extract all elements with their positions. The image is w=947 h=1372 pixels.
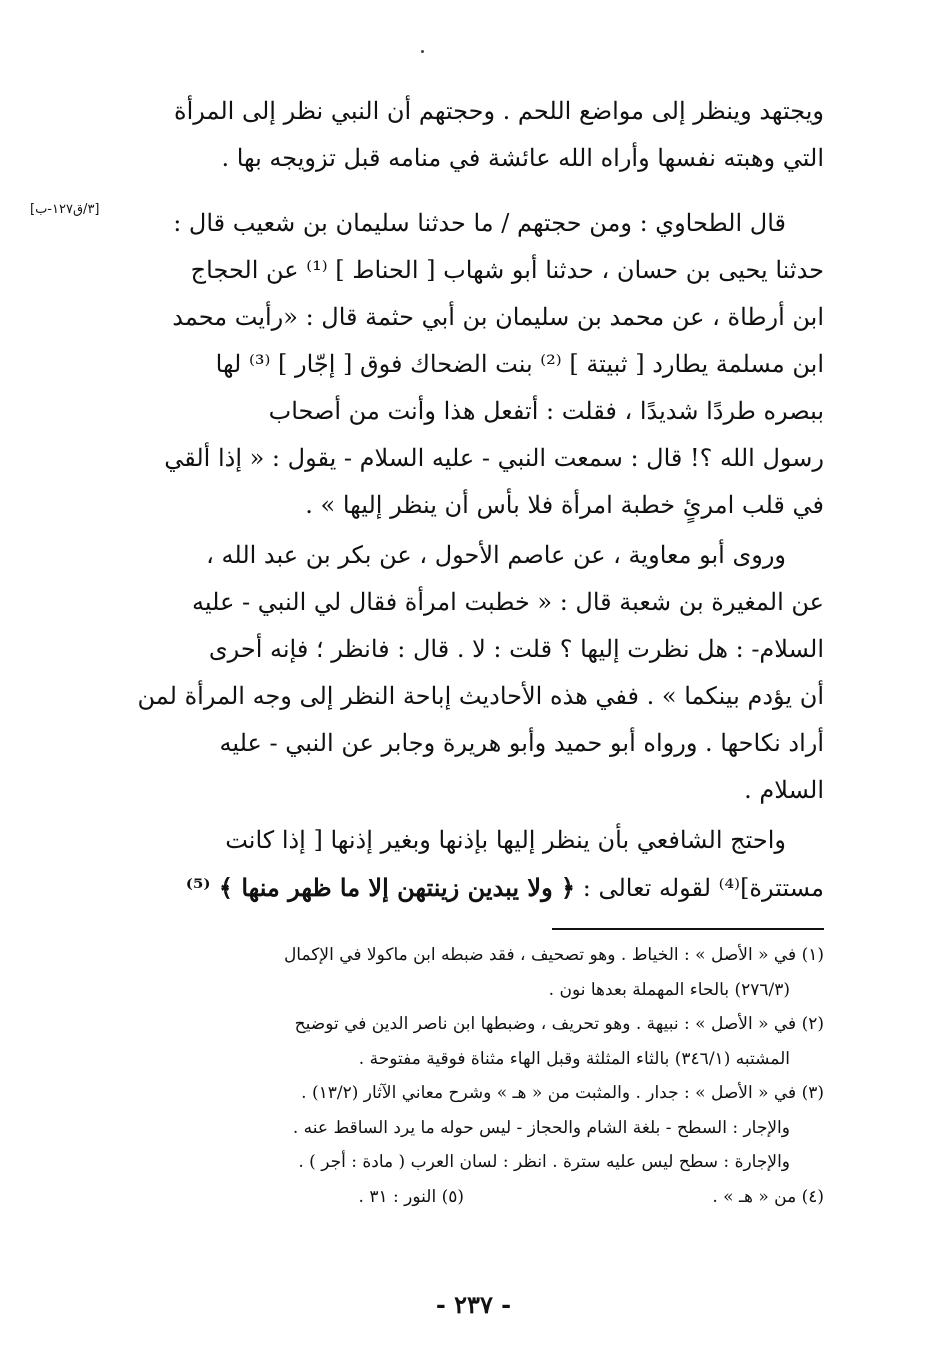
text-line xyxy=(134,864,824,912)
footnote-1: (١) في « الأصل » : الخياط . وهو تصحيف ، فقد ضبطه ابن ماكولا في الإكمال xyxy=(283,945,824,965)
footnotes xyxy=(134,938,824,1214)
footnote-1-continued: (٢٧٦/٣) بالحاء المهملة بعدها نون . xyxy=(548,979,790,1000)
scan-speck xyxy=(421,50,424,53)
quran-quote: ﴿ ولا يبدين زينتهن إلا ما ظهر منها ﴾ ⁽⁵⁾ xyxy=(185,873,576,902)
paragraph-1 xyxy=(134,88,824,182)
footnote-3: (٣) في « الأصل » : جدار . والمثبت من « هـ » وشرح معاني الآثار (١٣/٢) . xyxy=(301,1083,824,1103)
paragraph-4 xyxy=(134,817,824,912)
text-line: قال الطحاوي : ومن حجتهم / ما حدثنا سليمان بن شعيب قال : xyxy=(173,209,786,237)
text-line: ببصره طردًا شديدًا ، فقلت : أتفعل هذا وأنت من أصحاب xyxy=(268,397,824,425)
text-segment: مستترة]⁽⁴⁾ لقوله تعالى : xyxy=(582,874,824,902)
paragraph-3 xyxy=(134,532,824,814)
text-line: ابن أرطاة ، عن محمد بن سليمان بن أبي حثمة قال : «رأيت محمد xyxy=(172,303,824,331)
text-line: أراد نكاحها . ورواه أبو حميد وأبو هريرة وجابر عن النبي - عليه xyxy=(219,729,824,757)
text-line: حدثنا يحيى بن حسان ، حدثنا أبو شهاب [ الحناط ] ⁽¹⁾ عن الحجاج xyxy=(190,256,824,284)
text-line: أن يؤدم بينكما » . ففي هذه الأحاديث إباحة النظر إلى وجه المرأة لمن xyxy=(137,682,824,710)
text-line: التي وهبته نفسها وأراه الله عائشة في منامه قبل تزويجه بها . xyxy=(221,144,824,172)
page-number: - ٢٣٧ - xyxy=(435,1290,512,1319)
footnote-row xyxy=(134,1180,824,1215)
footnote-separator xyxy=(552,928,824,930)
text-line: عن المغيرة بن شعبة قال : « خطبت امرأة فقال لي النبي - عليه xyxy=(192,588,824,616)
manuscript-folio-note: [٣/ق١٢٧-ب] xyxy=(30,202,100,217)
text-line: ويجتهد وينظر إلى مواضع اللحم . وحجتهم أن النبي نظر إلى المرأة xyxy=(174,97,824,125)
text-line: في قلب امرئٍ خطبة امرأة فلا بأس أن ينظر إليها » . xyxy=(305,491,824,519)
footnote-5: (٥) النور : ٣١ . xyxy=(358,1186,464,1207)
footnote-2: (٢) في « الأصل » : نبيهة . وهو تحريف ، وضبطها ابن ناصر الدين في توضيح xyxy=(294,1014,824,1034)
text-line: وروى أبو معاوية ، عن عاصم الأحول ، عن بكر بن عبد الله ، xyxy=(206,541,786,569)
text-line: واحتج الشافعي بأن ينظر إليها بإذنها وبغير إذنها [ إذا كانت xyxy=(225,826,786,854)
text-line: رسول الله ؟! قال : سمعت النبي - عليه السلام - يقول : « إذا ألقي xyxy=(164,444,824,472)
text-line: السلام . xyxy=(744,776,824,804)
paragraph-2 xyxy=(134,200,824,529)
text-line: السلام- : هل نظرت إليها ؟ قلت : لا . قال : فانظر ؛ فإنه أحرى xyxy=(208,635,824,663)
footnote-2-continued: المشتبه (٣٤٦/١) بالثاء المثلثة وقبل الهاء مثناة فوقية مفتوحة . xyxy=(358,1048,790,1069)
text-line: ابن مسلمة يطارد [ ثبيتة ] ⁽²⁾ بنت الضحاك فوق [ إجّار ] ⁽³⁾ لها xyxy=(215,350,824,378)
footnote-3-continued: والإجار : السطح - بلغة الشام والحجاز - ليس حوله ما يرد الساقط عنه . xyxy=(292,1117,790,1138)
footnote-3-continued: والإجارة : سطح ليس عليه سترة . انظر : لسان العرب ( مادة : أجر ) . xyxy=(298,1152,790,1172)
footnote-4: (٤) من « هـ » . xyxy=(712,1186,824,1207)
